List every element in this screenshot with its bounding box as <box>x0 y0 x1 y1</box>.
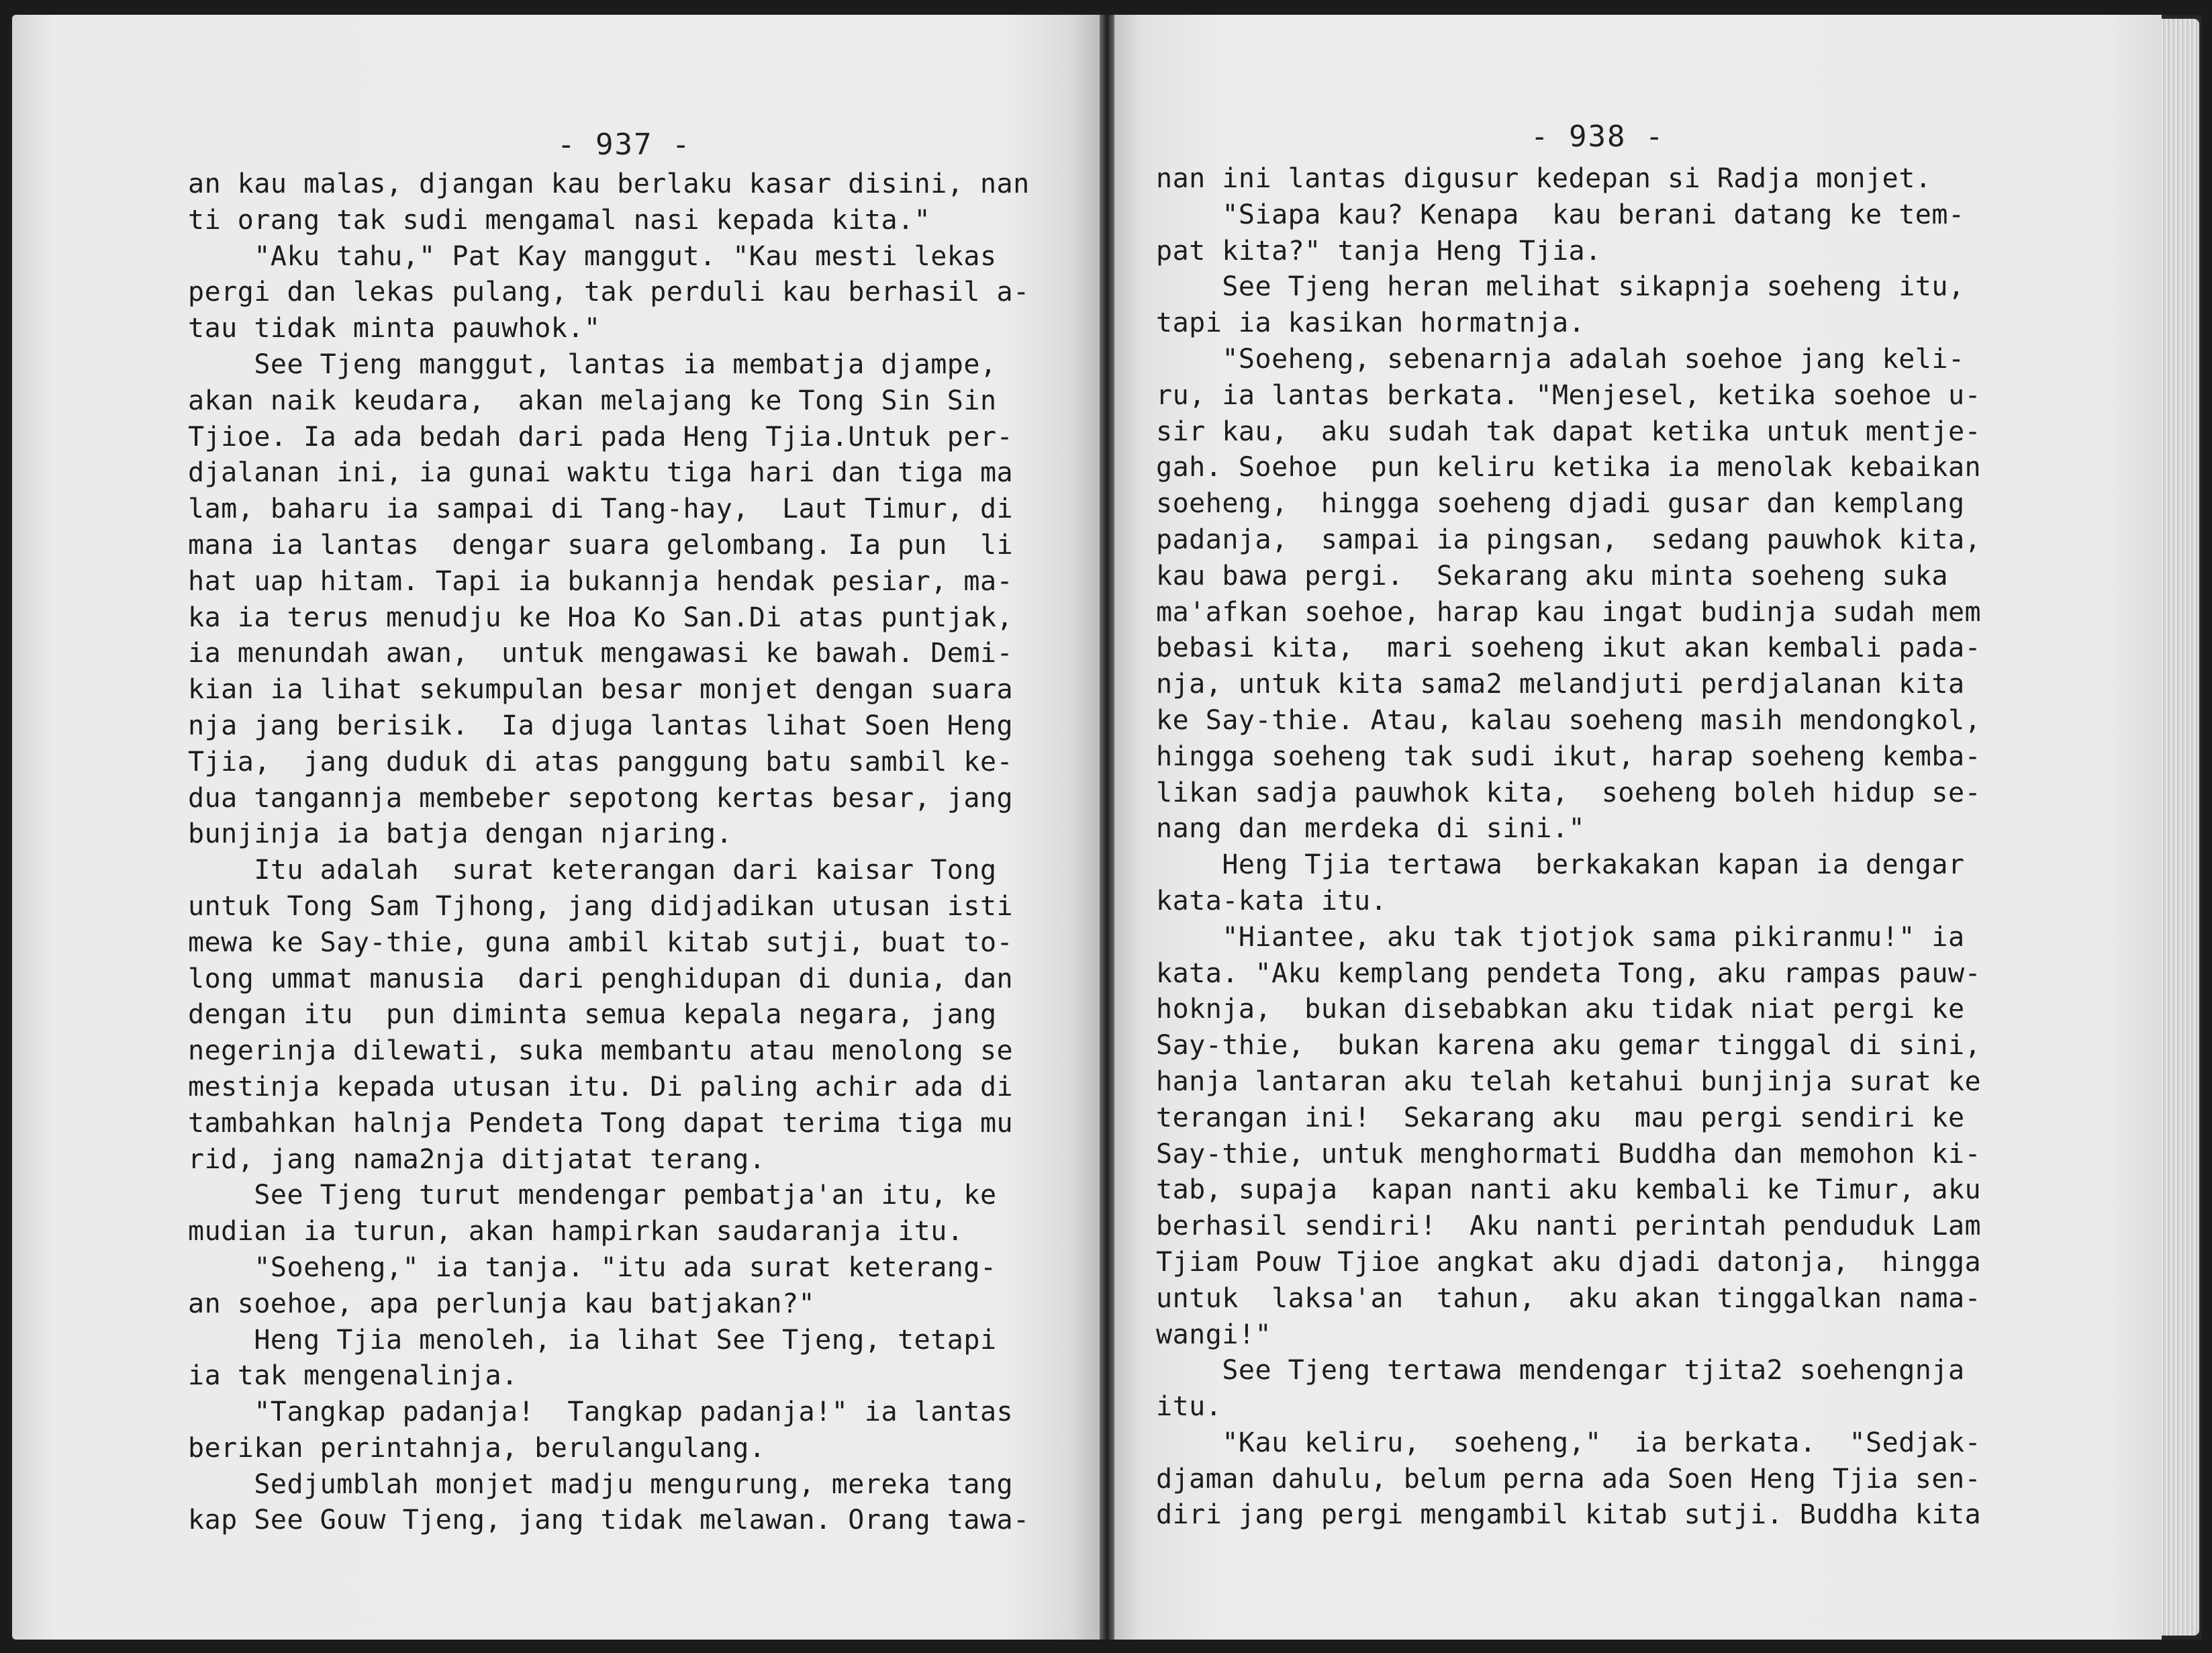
text-line: wangi!" <box>1156 1319 1272 1350</box>
text-line: mestinja kepada utusan itu. Di paling achir ada di <box>188 1071 1014 1102</box>
text-line: dua tangannja membeber sepotong kertas besar, jang <box>188 782 1014 814</box>
text-line: "Siapa kau? Kenapa kau berani datang ke tem- <box>1156 199 1965 230</box>
text-line: sir kau, aku sudah tak dapat ketika untuk mentje- <box>1156 416 1982 447</box>
text-line: terangan ini! Sekarang aku mau pergi sendiri ke <box>1156 1102 1965 1133</box>
text-line: untuk Tong Sam Tjhong, jang didjadikan utusan isti <box>188 890 1014 922</box>
text-line: See Tjeng turut mendengar pembatja'an itu, ke <box>188 1180 997 1211</box>
text-line: djalanan ini, ia gunai waktu tiga hari dan tiga ma <box>188 457 1014 489</box>
text-line: Tjia, jang duduk di atas panggung batu sambil ke- <box>188 746 1014 777</box>
text-line: "Soeheng, sebenarnja adalah soehoe jang keli- <box>1156 343 1965 375</box>
text-line: kata-kata itu. <box>1156 885 1388 916</box>
page-number: - 938 - <box>1531 120 1665 154</box>
text-line: gah. Soehoe pun keliru ketika ia menolak kebaikan <box>1156 452 1982 483</box>
text-line: ma'afkan soehoe, harap kau ingat budinja sudah mem <box>1156 596 1982 628</box>
text-line: nja jang berisik. Ia djuga lantas lihat Soen Heng <box>188 710 1014 741</box>
text-line: dengan itu pun diminta semua kepala negara, jang <box>188 999 997 1031</box>
text-line: pat kita?" tanja Heng Tjia. <box>1156 235 1602 267</box>
text-line: nja, untuk kita sama2 melandjuti perdjalanan kita <box>1156 669 1965 700</box>
text-line: nan ini lantas digusur kedepan si Radja monjet. <box>1156 163 1932 194</box>
text-line: tambahkan halnja Pendeta Tong dapat terima tiga mu <box>188 1107 1014 1139</box>
text-line: kau bawa pergi. Sekarang aku minta soeheng suka <box>1156 560 1948 592</box>
text-line: soeheng, hingga soeheng djadi gusar dan kemplang <box>1156 488 1965 520</box>
text-line: mudian ia turun, akan hampirkan saudaranja itu. <box>188 1216 964 1247</box>
text-line: See Tjeng manggut, lantas ia membatja djampe, <box>188 348 997 380</box>
text-line: likan sadja pauwhok kita, soeheng boleh hidup se- <box>1156 777 1982 808</box>
text-line: "Aku tahu," Pat Kay manggut. "Kau mesti lekas <box>188 240 997 272</box>
text-line: mana ia lantas dengar suara gelombang. Ia pun li <box>188 529 1014 561</box>
text-line: padanja, sampai ia pingsan, sedang pauwhok kita, <box>1156 524 1982 555</box>
text-line: ka ia terus menudju ke Hoa Ko San.Di atas puntjak, <box>188 602 1014 633</box>
text-line: hat uap hitam. Tapi ia bukannja hendak pesiar, ma- <box>188 565 1014 597</box>
right-page <box>1114 15 2162 1640</box>
text-line: Say-thie, bukan karena aku gemar tinggal di sini, <box>1156 1030 1982 1061</box>
text-line: Heng Tjia tertawa berkakakan kapan ia dengar <box>1156 849 1965 881</box>
page-number: - 937 - <box>557 128 691 162</box>
page-body-text <box>1156 161 1981 1533</box>
text-line: long ummat manusia dari penghidupan di dunia, dan <box>188 963 1014 994</box>
text-line: kata. "Aku kemplang pendeta Tong, aku rampas pauw- <box>1156 957 1982 989</box>
text-line: an kau malas, djangan kau berlaku kasar disini, nan <box>188 169 1030 199</box>
text-line: diri jang pergi mengambil kitab sutji. Buddha kita <box>1156 1499 1982 1531</box>
text-line: djaman dahulu, belum perna ada Soen Heng Tjia sen- <box>1156 1463 1982 1495</box>
text-line: berikan perintahnja, berulangulang. <box>188 1432 766 1464</box>
text-line: tau tidak minta pauwhok." <box>188 313 601 344</box>
text-line: pergi dan lekas pulang, tak perduli kau berhasil a- <box>188 277 1030 308</box>
page-edges <box>2160 19 2199 1636</box>
text-line: mewa ke Say-thie, guna ambil kitab sutji, buat to- <box>188 927 1014 958</box>
text-line: hanja lantaran aku telah ketahui bunjinja surat ke <box>1156 1066 1982 1097</box>
text-line: tapi ia kasikan hormatnja. <box>1156 308 1586 339</box>
left-page <box>12 15 1100 1640</box>
text-line: hoknja, bukan disebabkan aku tidak niat pergi ke <box>1156 994 1965 1025</box>
text-line: Tjioe. Ia ada bedah dari pada Heng Tjia.Untuk per- <box>188 421 1014 453</box>
text-line: kian ia lihat sekumpulan besar monjet dengan suara <box>188 674 1014 706</box>
text-line: berhasil sendiri! Aku nanti perintah penduduk Lam <box>1156 1211 1982 1242</box>
text-line: ru, ia lantas berkata. "Menjesel, ketika soehoe u- <box>1156 379 1982 411</box>
text-line: Heng Tjia menoleh, ia lihat See Tjeng, tetapi <box>188 1324 997 1356</box>
text-line: rid, jang nama2nja ditjatat terang. <box>188 1143 766 1175</box>
text-line: ke Say-thie. Atau, kalau soeheng masih mendongkol, <box>1156 704 1982 736</box>
page-body-text <box>188 167 1030 1539</box>
text-line: lam, baharu ia sampai di Tang-hay, Laut Timur, di <box>188 493 1014 525</box>
text-line: See Tjeng heran melihat sikapnja soeheng itu, <box>1156 271 1965 303</box>
text-line: Itu adalah surat keterangan dari kaisar Tong <box>188 855 997 886</box>
text-line: ti orang tak sudi mengamal nasi kepada kita." <box>188 204 931 236</box>
text-line: bebasi kita, mari soeheng ikut akan kembali pada- <box>1156 632 1982 664</box>
text-line: "Soeheng," ia tanja. "itu ada surat keterang- <box>188 1251 997 1283</box>
text-line: tab, supaja kapan nanti aku kembali ke Timur, aku <box>1156 1174 1982 1206</box>
text-line: "Kau keliru, soeheng," ia berkata. "Sedjak- <box>1156 1427 1982 1458</box>
text-line: Tjiam Pouw Tjioe angkat aku djadi datonja, hingga <box>1156 1246 1982 1278</box>
text-line: kap See Gouw Tjeng, jang tidak melawan. Orang tawa- <box>188 1505 1030 1536</box>
text-line: itu. <box>1156 1391 1222 1423</box>
text-line: hingga soeheng tak sudi ikut, harap soeheng kemba- <box>1156 741 1982 772</box>
text-line: "Tangkap padanja! Tangkap padanja!" ia lantas <box>188 1397 1014 1428</box>
text-line: nang dan merdeka di sini." <box>1156 813 1586 845</box>
text-line: See Tjeng tertawa mendengar tjita2 soehengnja <box>1156 1355 1965 1386</box>
text-line: an soehoe, apa perlunja kau batjakan?" <box>188 1288 816 1319</box>
book-gutter <box>1100 15 1114 1640</box>
text-line: Sedjumblah monjet madju mengurung, mereka tang <box>188 1468 1014 1500</box>
text-line: "Hiantee, aku tak tjotjok sama pikiranmu!" ia <box>1156 921 1965 953</box>
text-line: ia tak mengenalinja. <box>188 1360 518 1392</box>
text-line: akan naik keudara, akan melajang ke Tong Sin Sin <box>188 385 997 416</box>
text-line: bunjinja ia batja dengan njaring. <box>188 818 733 850</box>
text-line: Say-thie, untuk menghormati Buddha dan memohon ki- <box>1156 1138 1982 1170</box>
text-line: negerinja dilewati, suka membantu atau menolong se <box>188 1035 1014 1067</box>
book-spread <box>12 15 2202 1640</box>
text-line: ia menundah awan, untuk mengawasi ke bawah. Demi- <box>188 638 1014 669</box>
text-line: untuk laksa'an tahun, aku akan tinggalkan nama- <box>1156 1282 1982 1314</box>
